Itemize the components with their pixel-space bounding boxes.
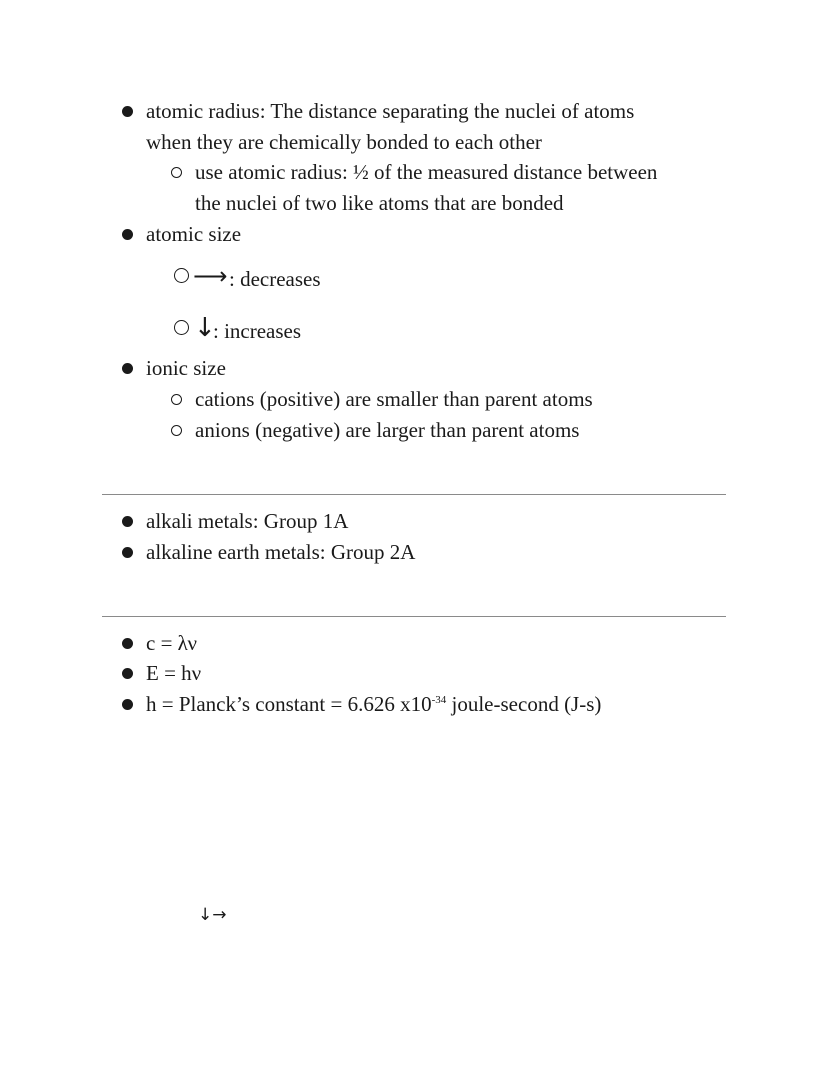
bullet-icon bbox=[122, 547, 133, 558]
down-arrow-icon: ↓ bbox=[194, 313, 216, 343]
decreases-label: : decreases bbox=[229, 267, 321, 291]
alkaline-earth-line: alkaline earth metals: Group 2A bbox=[146, 540, 416, 564]
energy-equation: E = hν bbox=[146, 661, 202, 685]
bullet-icon bbox=[122, 638, 133, 649]
hollow-bullet-icon bbox=[171, 394, 182, 405]
bullet-icon bbox=[122, 699, 133, 710]
cations-line: cations (positive) are smaller than parent atoms bbox=[195, 387, 593, 411]
ionic-size-heading: ionic size bbox=[146, 356, 226, 380]
bullet-icon bbox=[122, 668, 133, 679]
hollow-bullet-icon bbox=[171, 425, 182, 436]
divider bbox=[102, 616, 726, 617]
bullet-icon bbox=[122, 106, 133, 117]
planck-exponent: -34 bbox=[431, 694, 447, 706]
bullet-icon bbox=[122, 363, 133, 374]
speed-of-light-equation: c = λν bbox=[146, 631, 197, 655]
planck-constant-line bbox=[146, 689, 601, 720]
circle-icon bbox=[174, 268, 189, 283]
atomic-size-heading: atomic size bbox=[146, 222, 242, 246]
alkali-metals-line: alkali metals: Group 1A bbox=[146, 509, 349, 533]
planck-prefix: h = Planck’s constant = 6.626 x10 bbox=[146, 692, 432, 716]
use-atomic-radius-line: use atomic radius: ½ of the measured distance between bbox=[195, 160, 658, 184]
divider bbox=[102, 494, 726, 495]
down-right-arrows-icon: ↓→ bbox=[198, 905, 227, 925]
bullet-icon bbox=[122, 229, 133, 240]
anions-line: anions (negative) are larger than parent atoms bbox=[195, 418, 580, 442]
right-arrow-icon: ⟶ bbox=[193, 262, 228, 290]
use-atomic-radius-continued: the nuclei of two like atoms that are bonded bbox=[195, 191, 564, 215]
planck-suffix: joule-second (J-s) bbox=[446, 692, 602, 716]
increases-label: : increases bbox=[213, 319, 302, 343]
hollow-bullet-icon bbox=[171, 167, 182, 178]
bullet-icon bbox=[122, 516, 133, 527]
circle-icon bbox=[174, 320, 189, 335]
atomic-radius-continued: when they are chemically bonded to each other bbox=[146, 130, 542, 154]
atomic-radius-line: atomic radius: The distance separating the nuclei of atoms bbox=[146, 99, 635, 123]
